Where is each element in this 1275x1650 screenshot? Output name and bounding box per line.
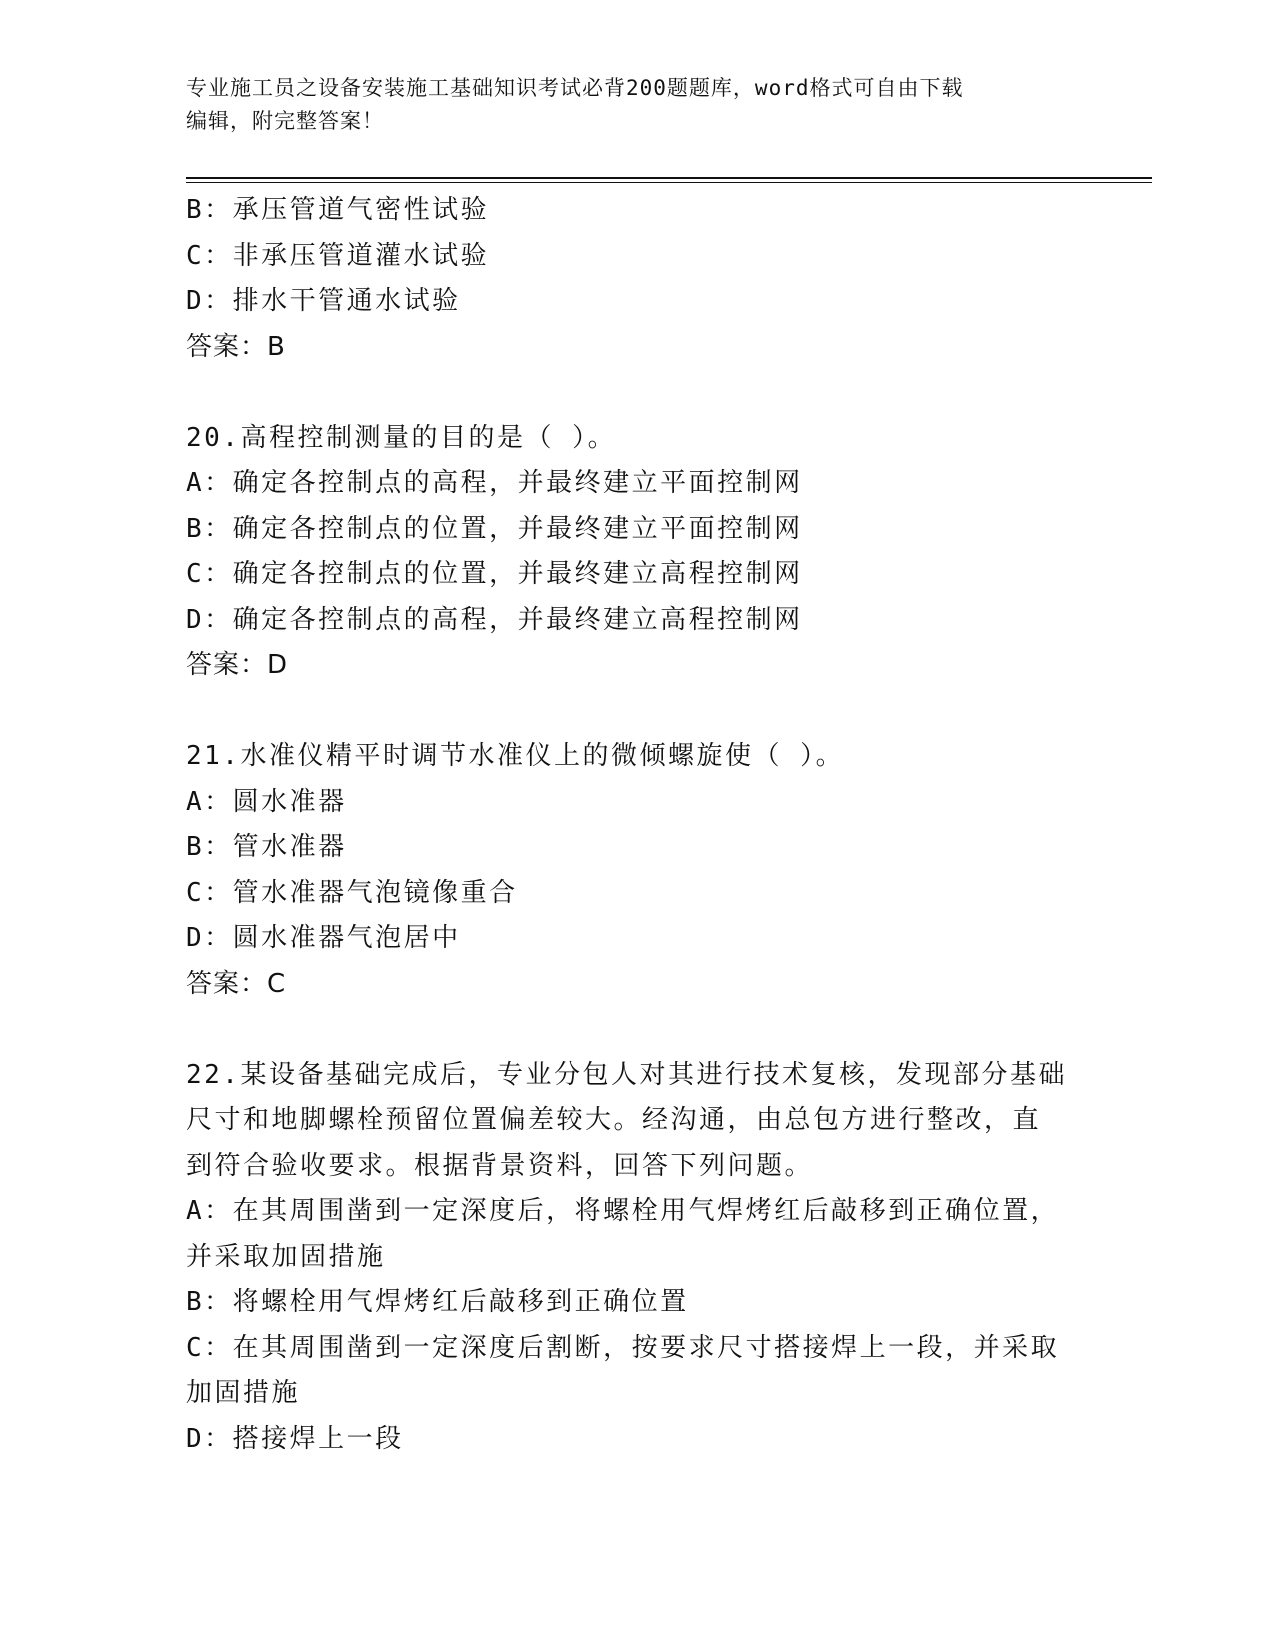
q21-option-b: B：管水准器 [186,832,347,862]
q21-option-d: D：圆水准器气泡居中 [186,923,461,953]
q20-answer: 答案：D [186,650,289,680]
question-22 [186,1053,1086,1463]
q19-answer: 答案：B [186,331,286,362]
question-21 [186,734,1086,1007]
spacer [186,370,1086,416]
spacer [186,689,1086,735]
question-19 [186,188,1086,370]
q21-question: 21.水准仪精平时调节水准仪上的微倾螺旋使（ ）。 [186,741,845,771]
question-20 [186,416,1086,689]
q19-option-b: B：承压管道气密性试验 [186,195,490,225]
q22-option-c-line-2: 加固措施 [186,1378,301,1408]
q19-option-d: D：排水干管通水试验 [186,286,461,316]
q20-option-d: D：确定各控制点的高程，并最终建立高程控制网 [186,604,803,635]
q20-option-a: A：确定各控制点的高程，并最终建立平面控制网 [186,468,803,498]
q19-option-c: C：非承压管道灌水试验 [186,240,490,271]
q21-option-c: C：管水准器气泡镜像重合 [186,877,518,908]
header-line-1: 专业施工员之设备安装施工基础知识考试必背200题题库，word格式可自由下载 [186,76,964,100]
q22-option-a-line-2: 并采取加固措施 [186,1241,386,1272]
q21-answer: 答案：C [186,968,287,999]
header-line-2: 编辑，附完整答案！ [186,109,384,133]
q22-question-line-3: 到符合验收要求。根据背景资料，回答下列问题。 [186,1150,814,1181]
q20-option-b: B：确定各控制点的位置，并最终建立平面控制网 [186,513,803,544]
header-rule-thick [186,177,1152,179]
q20-option-c: C：确定各控制点的位置，并最终建立高程控制网 [186,559,803,589]
q22-question-line-2: 尺寸和地脚螺栓预留位置偏差较大。经沟通，由总包方进行整改，直 [186,1105,1042,1135]
q20-question: 20.高程控制测量的目的是（ ）。 [186,422,617,453]
q22-option-b: B：将螺栓用气焊烤红后敲移到正确位置 [186,1287,689,1317]
spacer [186,1007,1086,1053]
q22-option-a-line-1: A：在其周围凿到一定深度后，将螺栓用气焊烤红后敲移到正确位置， [186,1196,1060,1226]
question-content [186,188,1086,1462]
q22-question-line-1: 22.某设备基础完成后，专业分包人对其进行技术复核，发现部分基础 [186,1059,1067,1090]
document-header [186,72,1086,138]
header-rule-thin [186,182,1152,183]
q21-option-a: A：圆水准器 [186,786,347,817]
q22-option-c-line-1: C：在其周围凿到一定深度后割断，按要求尺寸搭接焊上一段，并采取 [186,1332,1060,1363]
q22-option-d: D：搭接焊上一段 [186,1423,404,1454]
